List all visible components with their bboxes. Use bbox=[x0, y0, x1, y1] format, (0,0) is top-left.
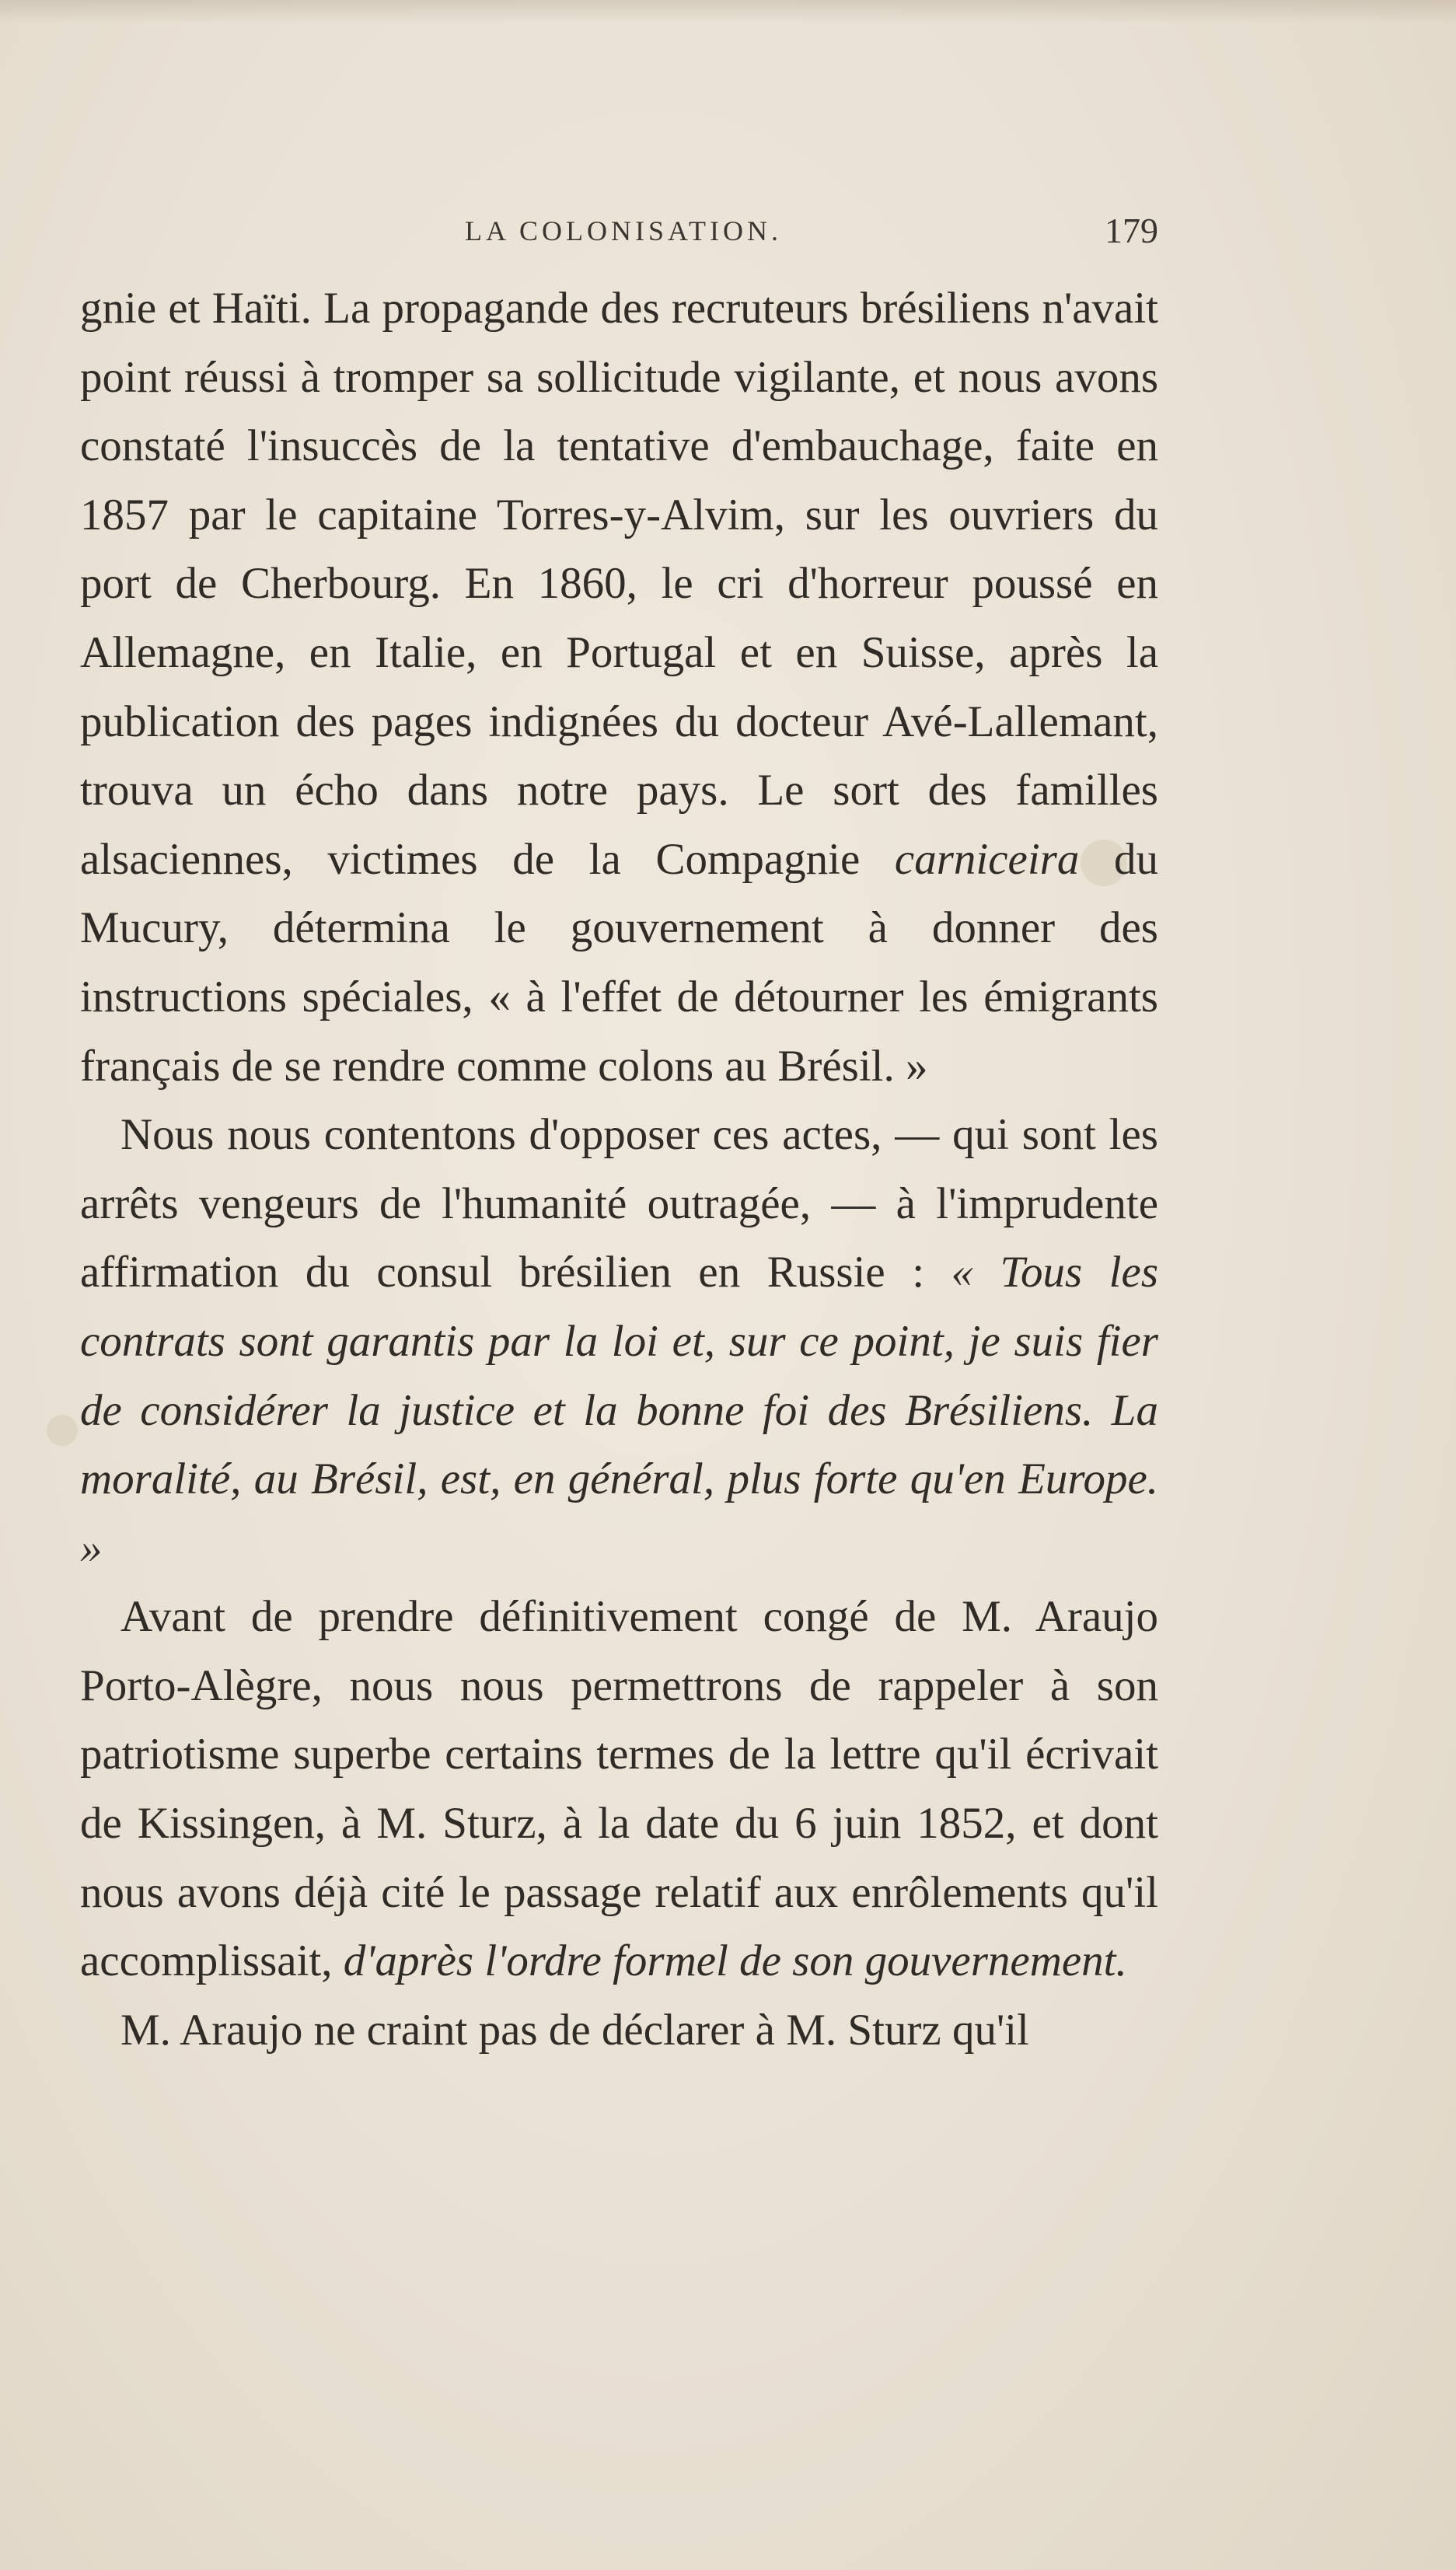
paragraph-1 bbox=[80, 274, 1158, 1101]
italic-phrase: d'après l'ordre formel de son gouvernement. bbox=[343, 1936, 1127, 1986]
paragraph-3 bbox=[80, 1583, 1158, 1996]
paragraph-1-text-end: du Mucury, détermina le gouvernement à donner des instructions spéciales, « à l'effet de détourner les émigrants français de se rendre comme colons au Brésil. » bbox=[80, 834, 1158, 1091]
italic-quote: « Tous les contrats sont garantis par la loi et, sur ce point, je suis fier de considérer la justice et la bonne foi des Brésiliens. La moralité, au Brésil, est, en général, plus forte qu'en Europe. » bbox=[80, 1248, 1158, 1573]
paragraph-2-text: Nous nous contentons d'opposer ces actes, — qui sont les arrêts vengeurs de l'humanité outragée, — à l'imprudente affirmation du consul brésilien en Russie : bbox=[80, 1110, 1158, 1297]
page-number: 179 bbox=[1105, 211, 1158, 250]
italic-word: carniceira bbox=[894, 834, 1080, 884]
running-head bbox=[80, 210, 1158, 257]
page-edge-shadow bbox=[0, 0, 1456, 23]
paragraph-1-text: gnie et Haïti. La propagande des recruteurs brésiliens n'avait point réussi à tromper sa sollicitude vigilante, et nous avons constaté l'insuccès de la tentative d'embauchage, faite en 1857 par le capitaine Torres-y-Alvim, sur les ouvriers du port de Cherbourg. En 1860, le cri d'horreur poussé en Allemagne, en Italie, en Portugal et en Suisse, après la publication des pages indignées du docteur Avé-Lallemant, trouva un écho dans notre pays. Le sort des familles alsaciennes, victimes de la Compagnie bbox=[80, 284, 1158, 884]
paragraph-4 bbox=[80, 1996, 1158, 2065]
paragraph-4-text: M. Araujo ne craint pas de déclarer à M. Sturz qu'il bbox=[120, 2005, 1029, 2055]
running-title: LA COLONISATION. bbox=[465, 215, 782, 246]
paragraph-3-text: Avant de prendre définitivement congé de M. Araujo Porto-Alègre, nous nous permettrons de rappeler à son patriotisme superbe certains termes de la lettre qu'il écrivait de Kissingen, à M. Sturz, à la date du 6 juin 1852, et dont nous avons déjà cité le passage relatif aux enrôlements qu'il accomplissait, bbox=[80, 1592, 1158, 1986]
body-text bbox=[80, 274, 1158, 2065]
paper-stain bbox=[47, 1415, 78, 1446]
paragraph-2 bbox=[80, 1101, 1158, 1583]
